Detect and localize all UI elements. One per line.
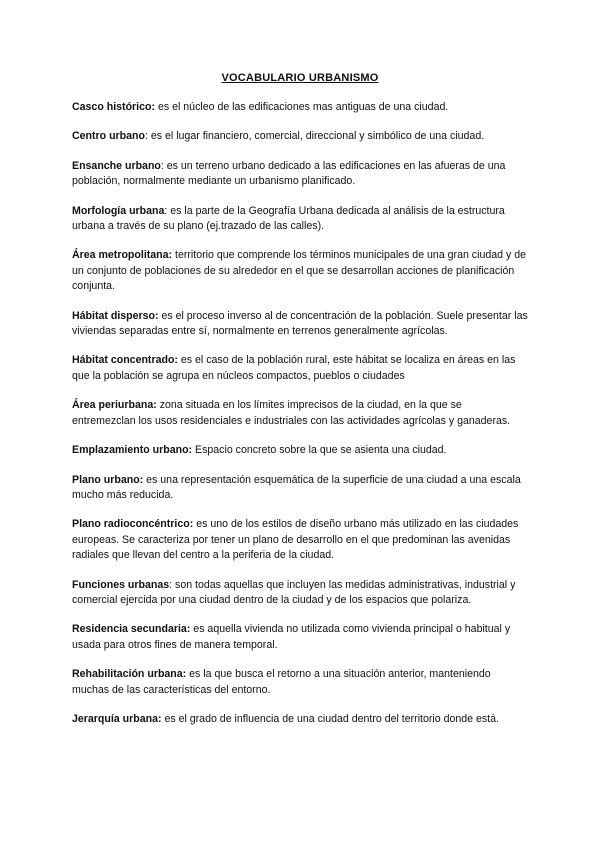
entry-area-metropolitana [72,248,528,294]
entry-term: Emplazamiento urbano: [72,444,193,457]
entry-term: Funciones urbanas [72,578,170,591]
entry-term: Hábitat disperso: [72,309,159,322]
entry-term: Morfología urbana [72,204,165,217]
entry-definition: es el proceso inverso al de concentración de la población. Suele presentar las viviendas separadas entre sí, normalmente en terrenos generalmente agrícolas. [72,309,528,338]
entry-definition: es una representación esquemática de la superficie de una ciudad a una escala mucho más reducida. [72,473,521,501]
entry-definition: : es un terreno urbano dedicado a las edificaciones en las afueras de una población, normalmente mediante un urbanismo planificado. [72,159,506,188]
entry-term: Plano radioconcéntrico: [72,518,194,531]
entry-term: Plano urbano: [72,473,144,486]
entry-term: Hábitat concentrado: [72,354,178,367]
entry-term: Rehabilitación urbana: [72,668,187,681]
entry-term: Área periurbana: [72,399,157,412]
entry-emplazamiento-urbano [72,443,528,458]
entry-plano-radioconcentrico [72,517,528,563]
entry-definition: es la que busca el retorno a una situación anterior, manteniendo muchas de las características del entorno. [72,668,491,696]
entry-definition: es el núcleo de las edificaciones mas antiguas de una ciudad. [155,101,449,113]
entry-ensanche-urbano [72,159,528,190]
entry-plano-urbano [72,473,528,504]
document-title: VOCABULARIO URBANISMO [221,72,379,84]
entry-term: Ensanche urbano [72,159,161,172]
entry-term: Jerarquía urbana: [72,712,162,725]
entry-funciones-urbanas [72,578,528,609]
entry-term: Área metropolitana: [72,249,173,262]
entry-jerarquia-urbana [72,712,528,727]
entry-definition: : son todas aquellas que incluyen las medidas administrativas, industrial y comercial ejercida por una ciudad dentro de la ciudad y de los espacios que polariza. [72,578,516,606]
entry-casco-historico [72,100,528,115]
entry-definition: : es el lugar financiero, comercial, direccional y simbólico de una ciudad. [144,130,485,143]
entry-definition: es el grado de influencia de una ciudad dentro del territorio donde está. [161,712,499,725]
entry-definition: es aquella vivienda no utilizada como vivienda principal o habitual y usada para otros fines de manera temporal. [72,623,511,651]
entry-centro-urbano [72,129,528,144]
entry-residencia-secundaria [72,622,528,653]
entry-definition: territorio que comprende los términos municipales de una gran ciudad y de un conjunto de poblaciones de su alrededor en el que se desarrollan acciones de planificación conjunta. [72,249,526,293]
entry-term: Centro urbano [72,130,145,143]
entry-area-periurbana [72,398,528,429]
entry-habitat-disperso [72,309,528,340]
entry-term: Casco histórico: [72,101,156,113]
entry-definition: es el caso de la población rural, este hábitat se localiza en áreas en las que la población se agrupa en núcleos compactos, pueblos o ciudades [72,354,516,382]
entry-rehabilitacion-urbana [72,667,528,698]
entry-definition: es uno de los estilos de diseño urbano más utilizado en las ciudades europeas. Se caracteriza por tener un plano de desarrollo en el que predominan las avenidas radiales que llevan del centro a la periferia de la ciudad. [72,518,519,562]
entry-definition: zona situada en los límites imprecisos de la ciudad, en la que se entremezclan los usos residenciales e industriales con las actividades agrícolas y ganaderas. [72,399,511,427]
entry-definition: : es la parte de la Geografía Urbana dedicada al análisis de la estructura urbana a través de su plano (ej.trazado de las calles). [72,204,505,233]
entry-definition: Espacio concreto sobre la que se asienta una ciudad. [192,444,447,457]
entry-morfologia-urbana [72,204,528,235]
entry-term: Residencia secundaria: [72,623,191,636]
entry-habitat-concentrado [72,353,528,384]
